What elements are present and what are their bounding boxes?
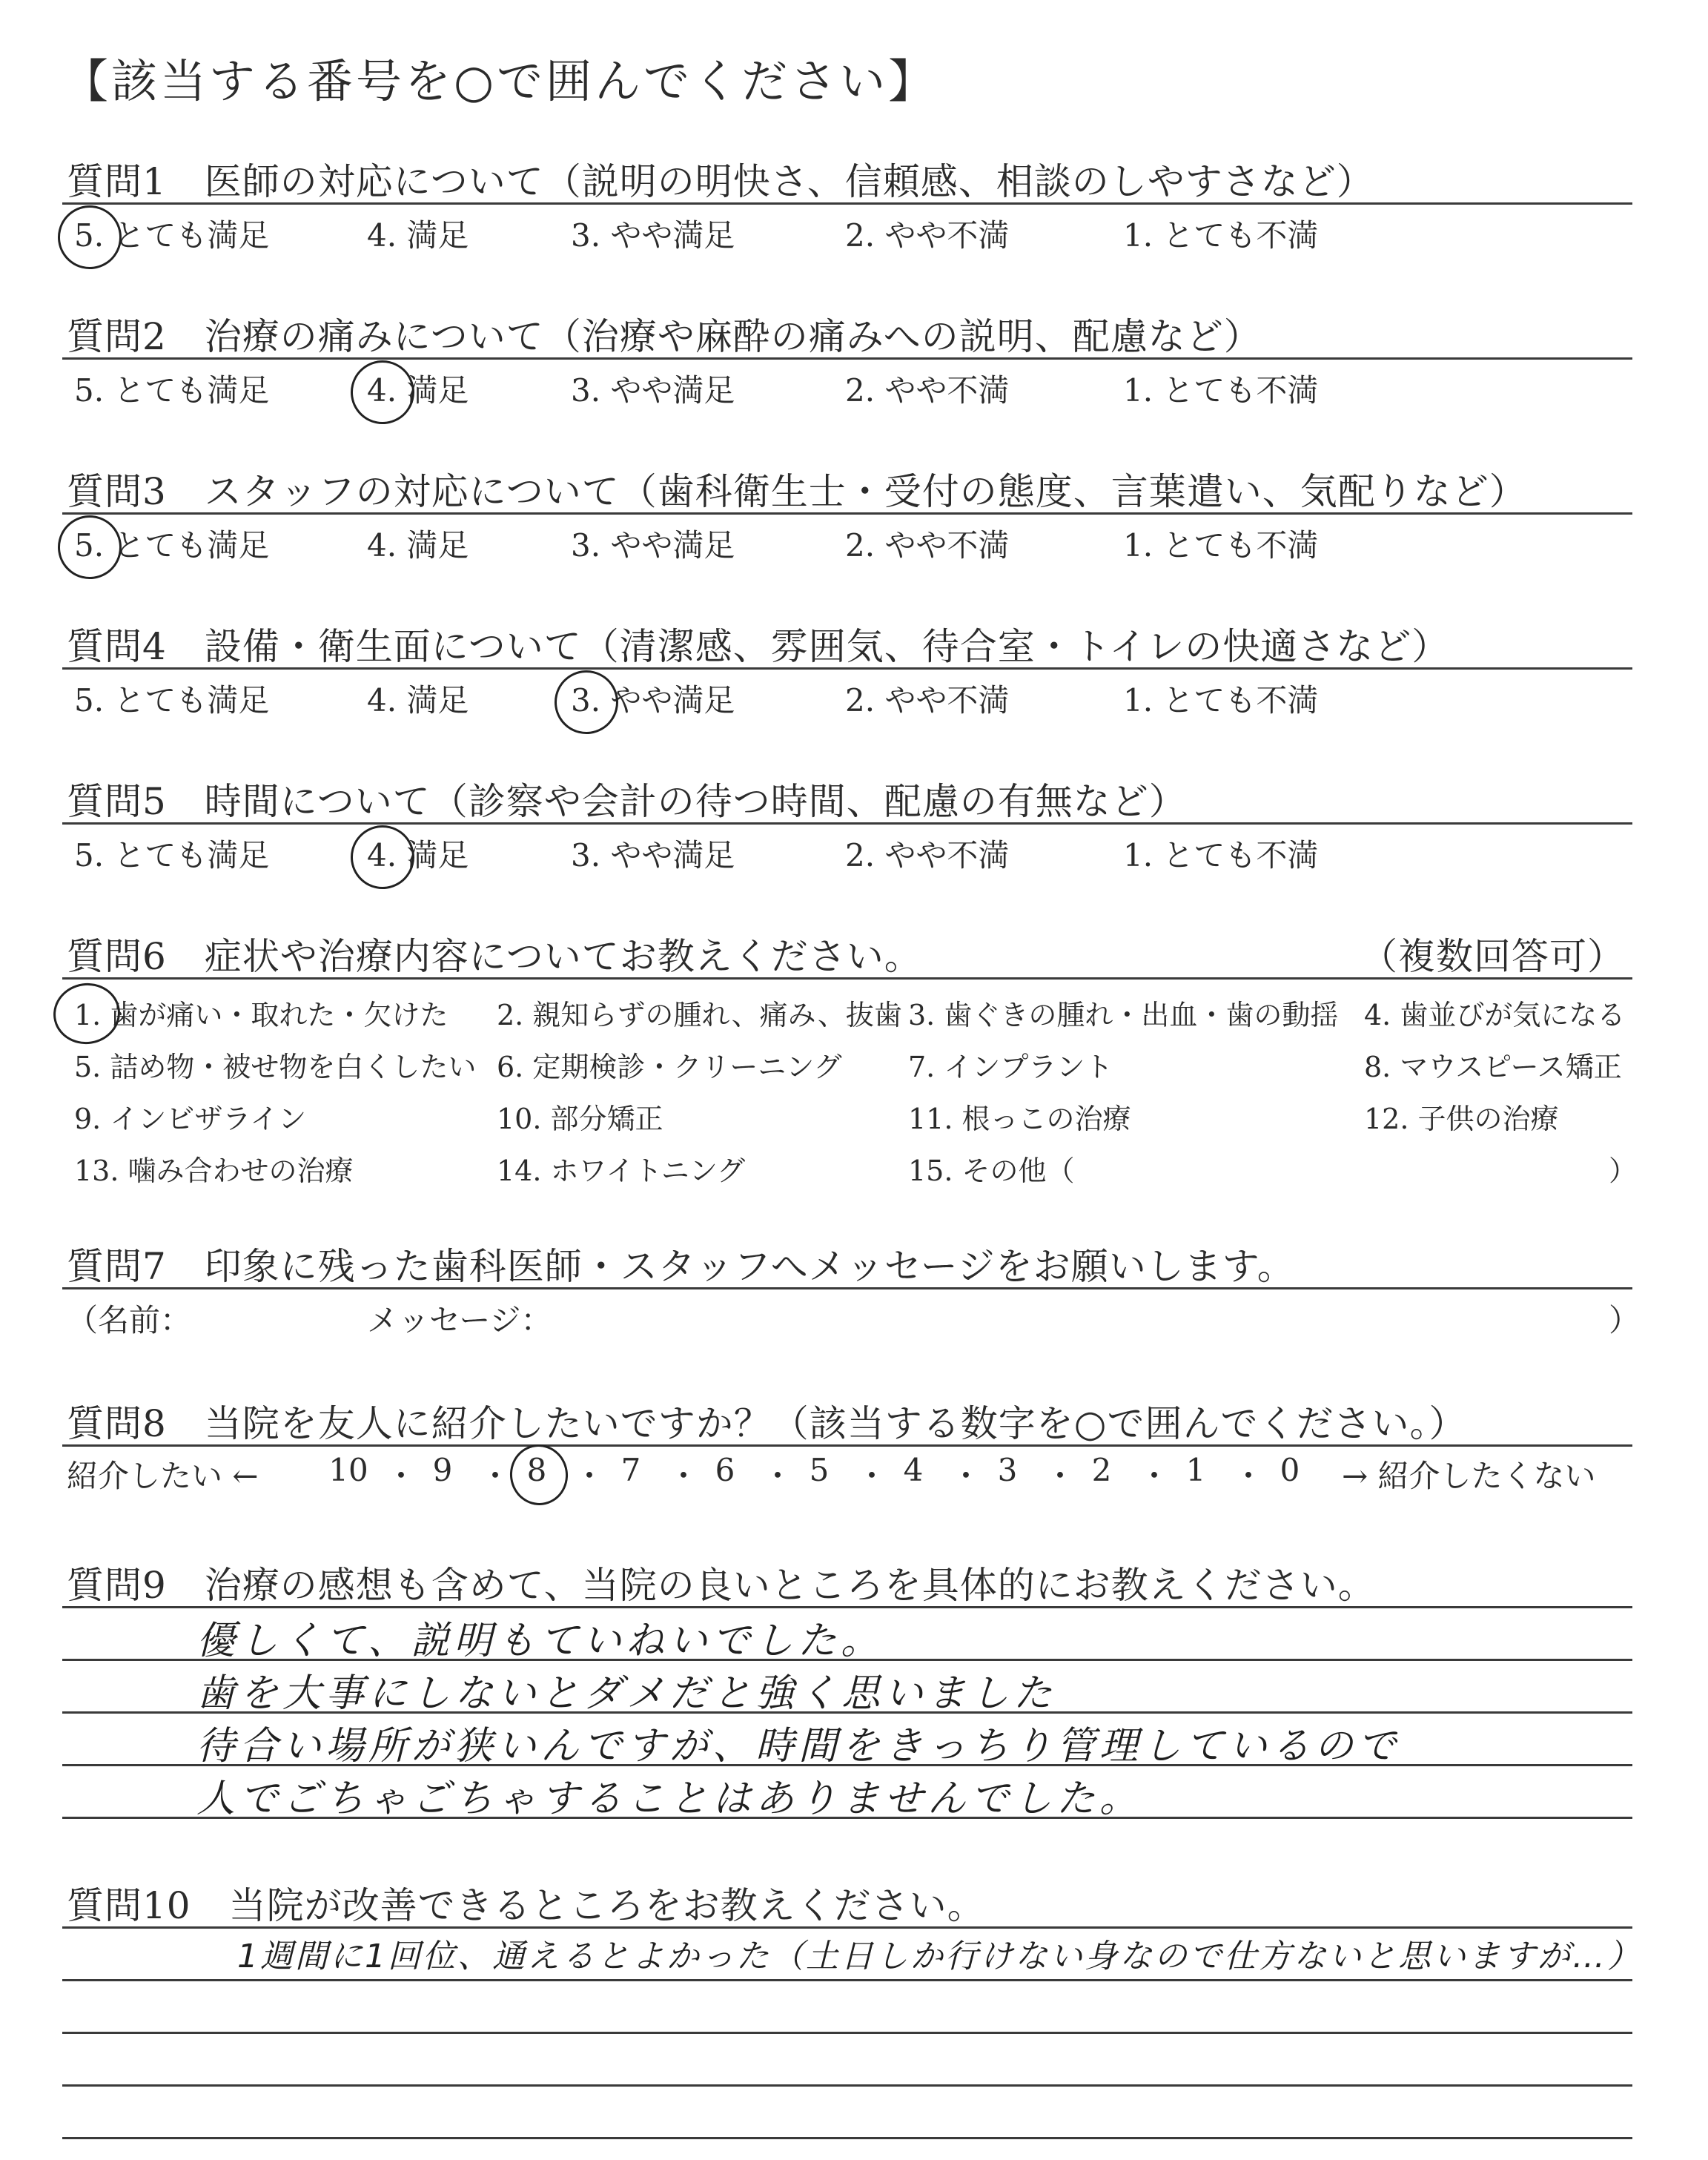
q5-option-1[interactable]: 1. とても不満 (1123, 837, 1319, 873)
q9-answer-line-4: 人でごちゃごちゃすることはありませんでした。 (196, 1777, 1143, 1821)
q8-scale-7[interactable]: 7 (620, 1452, 641, 1488)
q8-scale-1[interactable]: 1 (1185, 1452, 1206, 1488)
q8-rule (62, 1444, 1632, 1447)
q8-scale-4[interactable]: 4 (903, 1452, 924, 1488)
q6-title: 質問6 症状や治療内容についてお教えください。 (67, 935, 922, 978)
q3-title: 質問3 スタッフの対応について（歯科衛生士・受付の態度、言葉遣い、気配りなど） (67, 470, 1527, 513)
q8-scale-separator: ・ (762, 1458, 794, 1494)
q6-option-11[interactable]: 11. 根っこの治療 (908, 1103, 1131, 1135)
q10-answer-line-1: 1週間に1回位、通えるとよかった（土日しか行けない身なので仕方ないと思いますが…） (237, 1938, 1642, 1975)
q8-scale-separator: ・ (574, 1458, 606, 1494)
q1-option-5[interactable]: 5. とても満足 (74, 217, 270, 254)
q8-scale-separator: ・ (1139, 1458, 1171, 1494)
q6-option-12[interactable]: 12. 子供の治療 (1364, 1103, 1559, 1135)
q5-option-4[interactable]: 4. 満足 (367, 837, 469, 873)
form-header: 【該当する番号を○で囲んでください】 (62, 54, 938, 108)
q3-option-4[interactable]: 4. 満足 (367, 527, 469, 564)
q10-rule-0 (62, 1926, 1632, 1929)
q6-rule (62, 977, 1632, 980)
q8-selected-mark (506, 1441, 572, 1509)
q6-option-10[interactable]: 10. 部分矯正 (497, 1103, 663, 1135)
q4-rule (62, 667, 1632, 670)
q1-option-4[interactable]: 4. 満足 (367, 217, 469, 254)
q4-option-4[interactable]: 4. 満足 (367, 682, 469, 719)
q9-answer-line-2: 歯を大事にしないとダメだと強く思いました (196, 1671, 1057, 1716)
q7-title: 質問7 印象に残った歯科医師・スタッフへメッセージをお願いします。 (67, 1245, 1295, 1288)
q10-rule-4 (62, 2137, 1632, 2139)
q5-title: 質問5 時間について（診察や会計の待つ時間、配慮の有無など） (67, 780, 1187, 823)
q8-scale-10[interactable]: 10 (328, 1452, 368, 1488)
q2-option-3[interactable]: 3. やや満足 (571, 372, 735, 409)
q4-option-1[interactable]: 1. とても不満 (1123, 682, 1319, 719)
q6-option-4[interactable]: 4. 歯並びが気になる (1364, 999, 1626, 1031)
q4-option-5[interactable]: 5. とても満足 (74, 682, 270, 719)
q5-rule (62, 822, 1632, 825)
q2-title: 質問2 治療の痛みについて（治療や麻酔の痛みへの説明、配慮など） (67, 315, 1262, 358)
q5-option-3[interactable]: 3. やや満足 (571, 837, 735, 873)
q6-other-close-paren: ） (1609, 1155, 1638, 1187)
q8-scale-5[interactable]: 5 (809, 1452, 830, 1488)
q1-title: 質問1 医師の対応について（説明の明快さ、信頼感、相談のしやすさなど） (67, 160, 1374, 203)
q4-title: 質問4 設備・衛生面について（清潔感、雰囲気、待合室・トイレの快適さなど） (67, 625, 1450, 668)
q6-option-9[interactable]: 9. インビザライン (74, 1103, 307, 1135)
q6-option-1[interactable]: 1. 歯が痛い・取れた・欠けた (74, 999, 448, 1031)
q10-rule-3 (62, 2084, 1632, 2087)
q2-option-1[interactable]: 1. とても不満 (1123, 372, 1319, 409)
q3-option-3[interactable]: 3. やや満足 (571, 527, 735, 564)
q8-scale-separator: ・ (1045, 1458, 1076, 1494)
q2-option-2[interactable]: 2. やや不満 (845, 372, 1010, 409)
q8-scale-0[interactable]: 0 (1280, 1452, 1300, 1488)
q2-rule (62, 357, 1632, 360)
q8-scale-separator: ・ (950, 1458, 982, 1494)
q6-selected-mark (50, 979, 125, 1048)
q8-scale-9[interactable]: 9 (432, 1452, 453, 1488)
q8-scale-separator: ・ (856, 1458, 888, 1494)
q5-option-2[interactable]: 2. やや不満 (845, 837, 1010, 873)
q6-option-2[interactable]: 2. 親知らずの腫れ、痛み、抜歯 (497, 999, 902, 1031)
q6-option-15[interactable]: 15. その他（ (908, 1155, 1075, 1187)
q6-option-13[interactable]: 13. 噛み合わせの治療 (74, 1155, 354, 1187)
q3-option-5[interactable]: 5. とても満足 (74, 527, 270, 564)
q9-answer-line-1: 優しくて、説明もていねいでした。 (196, 1619, 884, 1663)
q2-option-4[interactable]: 4. 満足 (367, 372, 469, 409)
q1-rule (62, 202, 1632, 205)
q8-scale-separator: ・ (480, 1458, 512, 1494)
q8-left-label: 紹介したい ← (67, 1458, 259, 1494)
q7-message-label: メッセージ： (367, 1302, 552, 1338)
q3-option-1[interactable]: 1. とても不満 (1123, 527, 1319, 564)
q6-note: （複数回答可） (1360, 935, 1625, 978)
q10-rule-2 (62, 2032, 1632, 2034)
q6-option-6[interactable]: 6. 定期検診・クリーニング (497, 1051, 842, 1083)
q7-close-paren: ） (1609, 1302, 1641, 1338)
q8-scale-2[interactable]: 2 (1091, 1452, 1112, 1488)
q6-option-5[interactable]: 5. 詰め物・被せ物を白くしたい (74, 1051, 477, 1083)
q6-option-8[interactable]: 8. マウスピース矯正 (1364, 1051, 1622, 1083)
q8-scale-8[interactable]: 8 (526, 1452, 547, 1488)
q6-option-7[interactable]: 7. インプラント (908, 1051, 1113, 1083)
q10-title: 質問10 当院が改善できるところをお教えください。 (67, 1884, 985, 1927)
q2-option-5[interactable]: 5. とても満足 (74, 372, 270, 409)
q5-option-5[interactable]: 5. とても満足 (74, 837, 270, 873)
q4-option-3[interactable]: 3. やや満足 (571, 682, 735, 719)
q8-scale-separator: ・ (385, 1458, 417, 1494)
q1-option-3[interactable]: 3. やや満足 (571, 217, 735, 254)
q7-name-label: （名前： (67, 1302, 192, 1338)
q6-option-3[interactable]: 3. 歯ぐきの腫れ・出血・歯の動揺 (908, 999, 1339, 1031)
q10-rule-1 (62, 1979, 1632, 1981)
q1-option-1[interactable]: 1. とても不満 (1123, 217, 1319, 254)
q9-answer-line-3: 待合い場所が狭いんですが、時間をきっちり管理しているので (196, 1724, 1401, 1768)
q8-right-label: → 紹介したくない (1342, 1458, 1596, 1494)
q8-scale-3[interactable]: 3 (997, 1452, 1018, 1488)
q8-scale-6[interactable]: 6 (715, 1452, 735, 1488)
q9-title: 質問9 治療の感想も含めて、当院の良いところを具体的にお教えください。 (67, 1564, 1376, 1607)
q4-option-2[interactable]: 2. やや不満 (845, 682, 1010, 719)
q7-rule (62, 1287, 1632, 1289)
q6-option-14[interactable]: 14. ホワイトニング (497, 1155, 746, 1187)
q8-scale-separator: ・ (1233, 1458, 1265, 1494)
q9-rule-0 (62, 1606, 1632, 1608)
q3-rule (62, 512, 1632, 515)
q3-option-2[interactable]: 2. やや不満 (845, 527, 1010, 564)
q8-title: 質問8 当院を友人に紹介したいですか？（該当する数字を○で囲んでください。） (67, 1402, 1467, 1445)
q1-option-2[interactable]: 2. やや不満 (845, 217, 1010, 254)
q8-scale-separator: ・ (668, 1458, 700, 1494)
